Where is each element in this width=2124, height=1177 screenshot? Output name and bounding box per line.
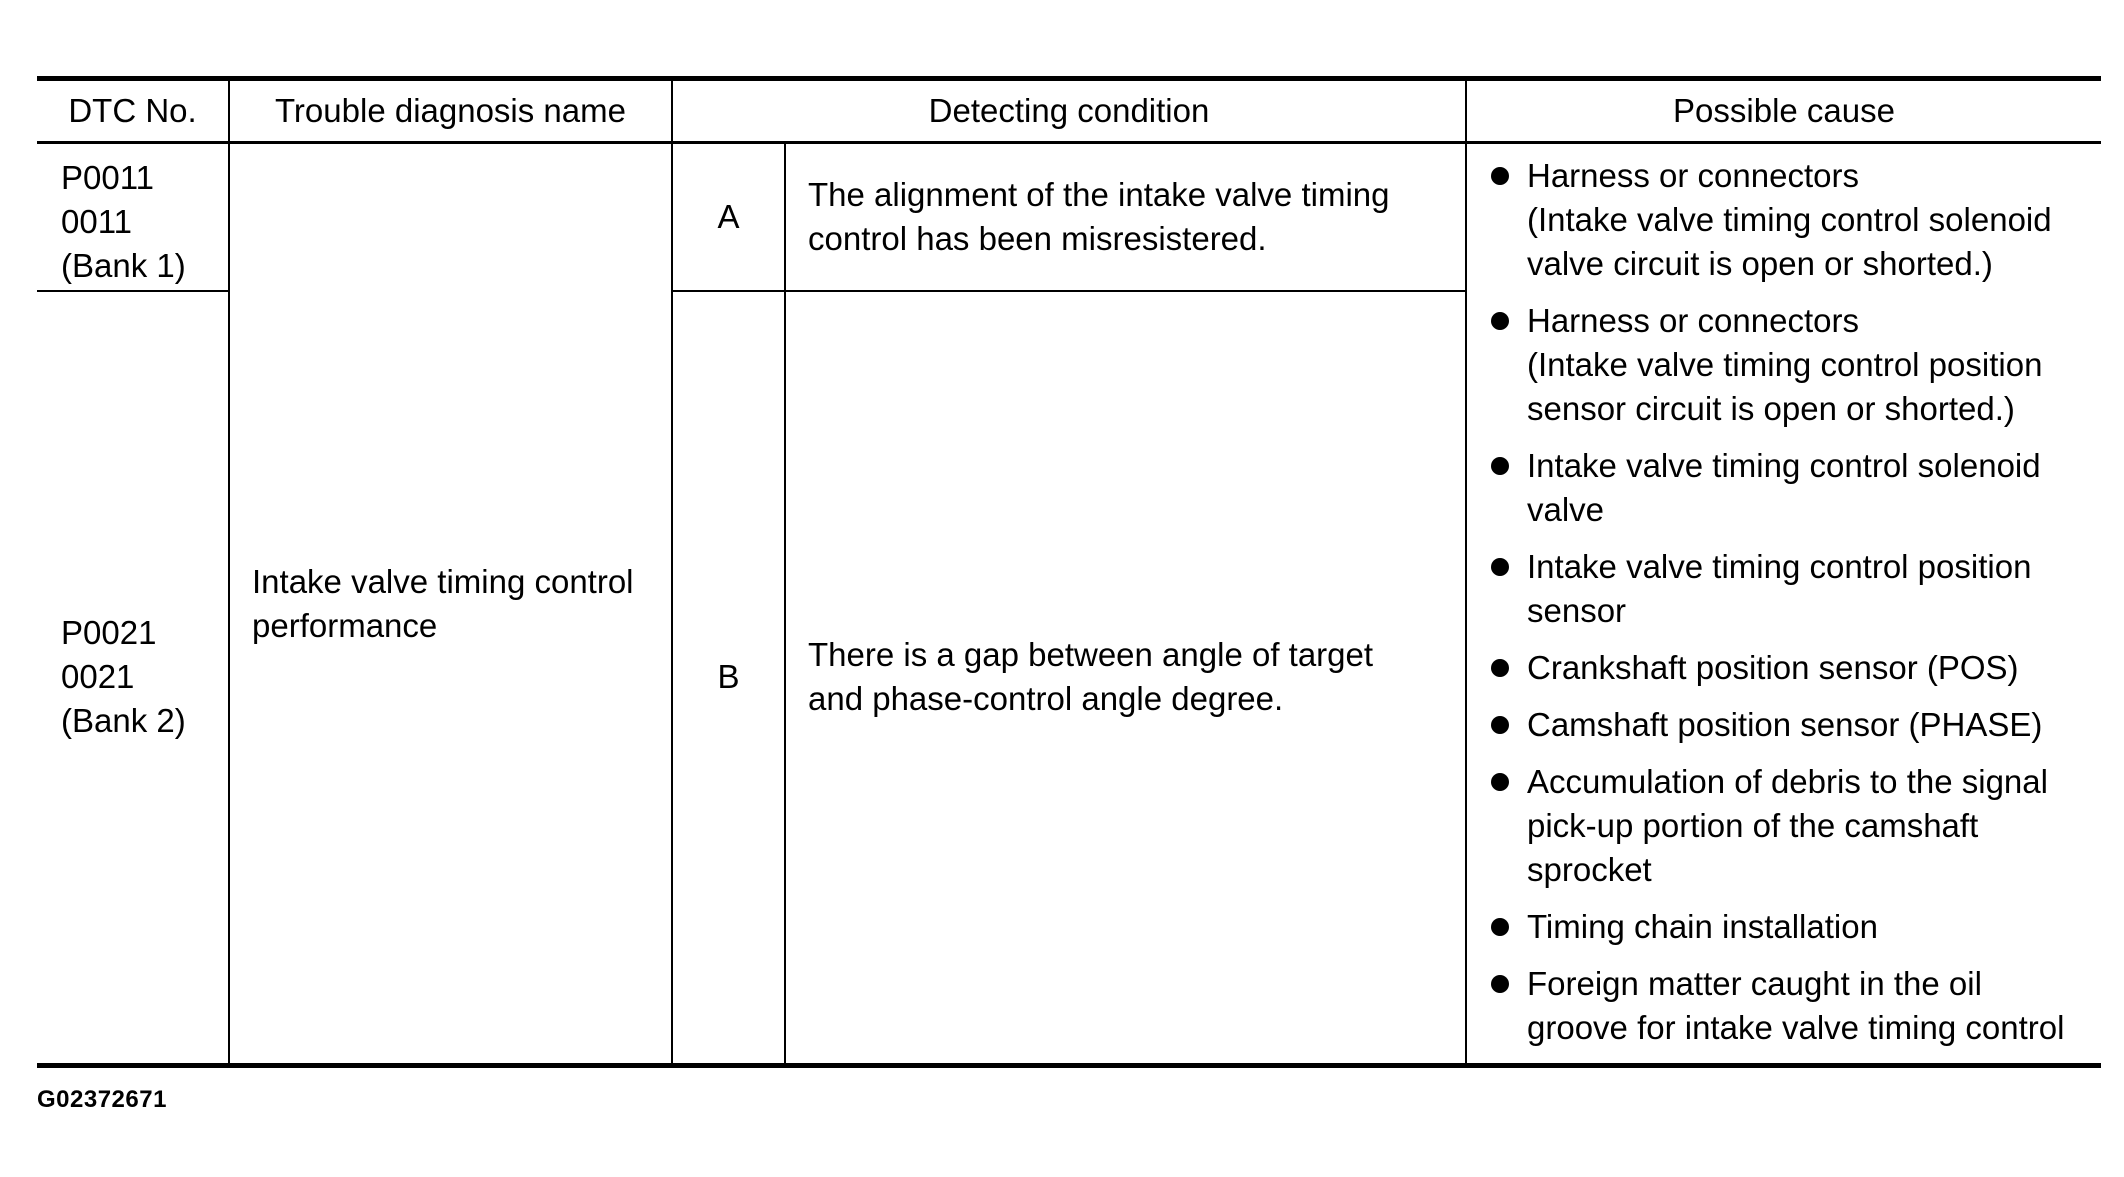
header-possible-cause: Possible cause — [1466, 79, 2101, 143]
cause-line: sensor — [1527, 592, 1627, 629]
cause-item — [1491, 760, 2091, 892]
bullet-icon — [1491, 918, 1509, 936]
possible-cause-cell — [1466, 143, 2101, 1066]
bullet-icon — [1491, 716, 1509, 734]
dtc-code-line: 0021 — [61, 658, 135, 696]
cause-line: Foreign matter caught in the oil — [1527, 965, 1982, 1002]
cause-line: sprocket — [1527, 851, 1652, 888]
cause-line: (Intake valve timing control position — [1527, 346, 2043, 383]
cause-line: Accumulation of debris to the signal — [1527, 763, 2048, 800]
cause-item — [1491, 905, 2091, 949]
table-row-bank1 — [37, 143, 2101, 291]
dtc-code-bank1 — [37, 143, 229, 291]
cause-line: Harness or connectors — [1527, 302, 1859, 339]
condition-line: and phase-control angle degree. — [808, 680, 1284, 718]
cause-item — [1491, 299, 2091, 431]
bullet-icon — [1491, 167, 1509, 185]
cause-line: Harness or connectors — [1527, 157, 1859, 194]
cause-line: (Intake valve timing control solenoid — [1527, 201, 2052, 238]
cause-item — [1491, 962, 2091, 1050]
bullet-icon — [1491, 975, 1509, 993]
condition-line: The alignment of the intake valve timing — [808, 175, 1390, 213]
bullet-icon — [1491, 558, 1509, 576]
dtc-table — [37, 76, 2101, 1068]
possible-cause-list — [1491, 154, 2091, 1050]
cause-item — [1491, 154, 2091, 286]
bullet-icon — [1491, 659, 1509, 677]
header-trouble-name: Trouble diagnosis name — [229, 79, 672, 143]
cause-line: pick-up portion of the camshaft — [1527, 807, 1979, 844]
header-dtc-no: DTC No. — [37, 79, 229, 143]
condition-text-a — [785, 143, 1466, 291]
dtc-code-line: P0021 — [61, 614, 157, 652]
cause-item — [1491, 703, 2091, 747]
condition-line: There is a gap between angle of target — [808, 636, 1374, 674]
figure-id: G02372671 — [37, 1086, 167, 1113]
dtc-code-line: P0011 — [61, 159, 154, 196]
dtc-code-line: (Bank 1) — [61, 247, 186, 284]
cause-line: Intake valve timing control position — [1527, 548, 2032, 585]
bullet-icon — [1491, 773, 1509, 791]
condition-line: control has been misresistered. — [808, 219, 1267, 257]
cause-line: valve — [1527, 491, 1605, 528]
trouble-name-line: Intake valve timing control — [252, 562, 634, 600]
cause-line: valve circuit is open or shorted.) — [1527, 245, 1993, 282]
header-detecting-condition: Detecting condition — [672, 79, 1466, 143]
cause-item — [1491, 545, 2091, 633]
dtc-code-bank2 — [37, 291, 229, 1066]
condition-text-b — [785, 291, 1466, 1066]
header-row — [37, 79, 2101, 143]
trouble-diagnosis-name — [229, 143, 672, 1066]
cause-item — [1491, 646, 2091, 690]
trouble-name-line: performance — [252, 606, 438, 644]
dtc-code-line: (Bank 2) — [61, 702, 186, 740]
cause-line: Intake valve timing control solenoid — [1527, 447, 2041, 484]
condition-letter-b: B — [672, 291, 785, 1066]
cause-line: Camshaft position sensor (PHASE) — [1527, 706, 2043, 743]
cause-line: sensor circuit is open or shorted.) — [1527, 390, 2015, 427]
condition-letter-a: A — [672, 143, 785, 291]
cause-item — [1491, 444, 2091, 532]
dtc-code-line: 0011 — [61, 203, 132, 240]
cause-line: Timing chain installation — [1527, 908, 1878, 945]
cause-line: Crankshaft position sensor (POS) — [1527, 649, 2019, 686]
bullet-icon — [1491, 312, 1509, 330]
bullet-icon — [1491, 457, 1509, 475]
cause-line: groove for intake valve timing control — [1527, 1009, 2065, 1046]
